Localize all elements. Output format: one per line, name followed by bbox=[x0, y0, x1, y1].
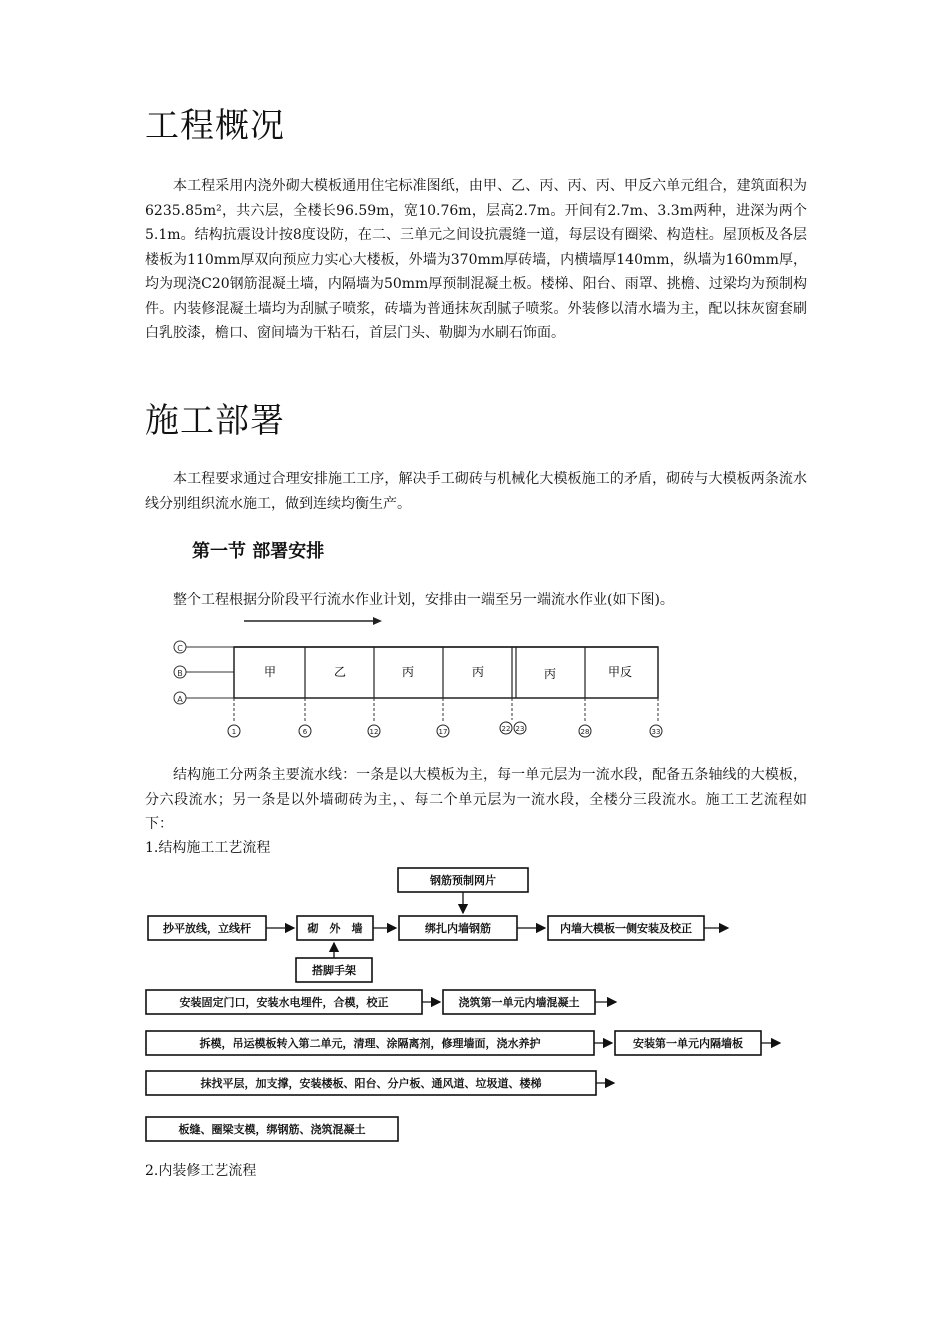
svg-text:C: C bbox=[177, 644, 183, 653]
unit-label: 甲 bbox=[263, 665, 277, 679]
deploy-paragraph: 本工程要求通过合理安排施工工序，解决手工砌砖与机械化大模板施工的矛盾，砌砖与大模板两条流水线分别组织流水施工，做到连续均衡生产。 bbox=[145, 471, 807, 512]
axis-number: 12 bbox=[369, 728, 379, 736]
axis-number: 17 bbox=[438, 728, 448, 736]
flow-box: 绑扎内墙钢筋 bbox=[425, 922, 491, 935]
svg-text:B: B bbox=[177, 669, 183, 678]
overview-heading: 工程概况 bbox=[145, 106, 285, 146]
flow-box: 内墙大模板一侧安装及校正 bbox=[560, 922, 692, 935]
unit-label: 乙 bbox=[333, 665, 347, 679]
deploy-heading: 施工部署 bbox=[145, 401, 285, 441]
struct-flow-title: 1.结构施工工艺流程 bbox=[145, 840, 271, 856]
axis-number: 33 bbox=[651, 728, 661, 736]
flow-box: 钢筋预制网片 bbox=[430, 874, 496, 887]
axis-number: 1 bbox=[231, 728, 237, 736]
section1-heading: 第一节 部署安排 bbox=[192, 541, 325, 562]
axis-number: 28 bbox=[580, 728, 590, 736]
unit-label: 丙 bbox=[401, 665, 415, 679]
flow-box: 浇筑第一单元内墙混凝土 bbox=[458, 996, 580, 1009]
section1-paragraph: 整个工程根据分阶段平行流水作业计划，安排由一端至另一端流水作业(如下图)。 bbox=[173, 592, 674, 608]
unit-label: 甲反 bbox=[607, 665, 633, 679]
unit-label: 丙 bbox=[471, 665, 485, 679]
unit-label: 丙 bbox=[543, 667, 557, 681]
flow-box: 抄平放线，立线杆 bbox=[163, 922, 251, 935]
axis-number: 23 bbox=[515, 725, 525, 733]
interior-flow-title: 2.内装修工艺流程 bbox=[145, 1163, 257, 1179]
svg-text:A: A bbox=[177, 695, 183, 704]
axis-number: 6 bbox=[302, 728, 308, 736]
flow-box: 抹找平层，加支撑，安装楼板、阳台、分户板、通风道、垃圾道、楼梯 bbox=[200, 1077, 542, 1090]
flow-box: 板缝、圈梁支模，绑钢筋、浇筑混凝土 bbox=[178, 1123, 366, 1136]
flow-box: 拆模，吊运模板转入第二单元，清理、涂隔离剂，修理墙面，浇水养护 bbox=[199, 1037, 541, 1050]
flow-box: 安装固定门口，安装水电埋件，合模，校正 bbox=[179, 996, 389, 1009]
axis-number: 22 bbox=[501, 725, 511, 733]
flow-box: 砌 外 墙 bbox=[307, 922, 363, 935]
flow-box: 安装第一单元内隔墙板 bbox=[633, 1037, 743, 1050]
flow-box: 搭脚手架 bbox=[312, 964, 356, 977]
flow-paragraph: 结构施工分两条主要流水线：一条是以大模板为主，每一单元层为一流水段，配备五条轴线的大模板，分六段流水；另一条是以外墙砌砖为主，、每二个单元层为一流水段，全楼分三段流水。施工工艺流程如下： bbox=[145, 767, 807, 832]
overview-paragraph: 本工程采用内浇外砌大模板通用住宅标准图纸，由甲、乙、丙、丙、丙、甲反六单元组合，建筑面积为6235.85m²，共六层，全楼长96.59m，宽10.76m，层高2.7m。开间有2.7m、3.3m两种，进深为两个5.1m。结构抗震设计按8度设防，在二、三单元之间设抗震缝一道，每层设有圈梁、构造柱。屋顶板及各层楼板为110mm厚双向预应力实心大楼板，外墙为370mm厚砖墙，内横墙厚140mm，纵墙为160mm厚，均为现浇C20钢筋混凝土墙，内隔墙为50mm厚预制混凝土板。楼梯、阳台、雨罩、挑檐、过梁均为预制构件。内装修混凝土墙均为刮腻子喷浆，砖墙为普通抹灰刮腻子喷浆。外装修以清水墙为主，配以抹灰窗套刷白乳胶漆，檐口、窗间墙为干粘石，首层门头、勒脚为水刷石饰面。 bbox=[145, 178, 807, 341]
